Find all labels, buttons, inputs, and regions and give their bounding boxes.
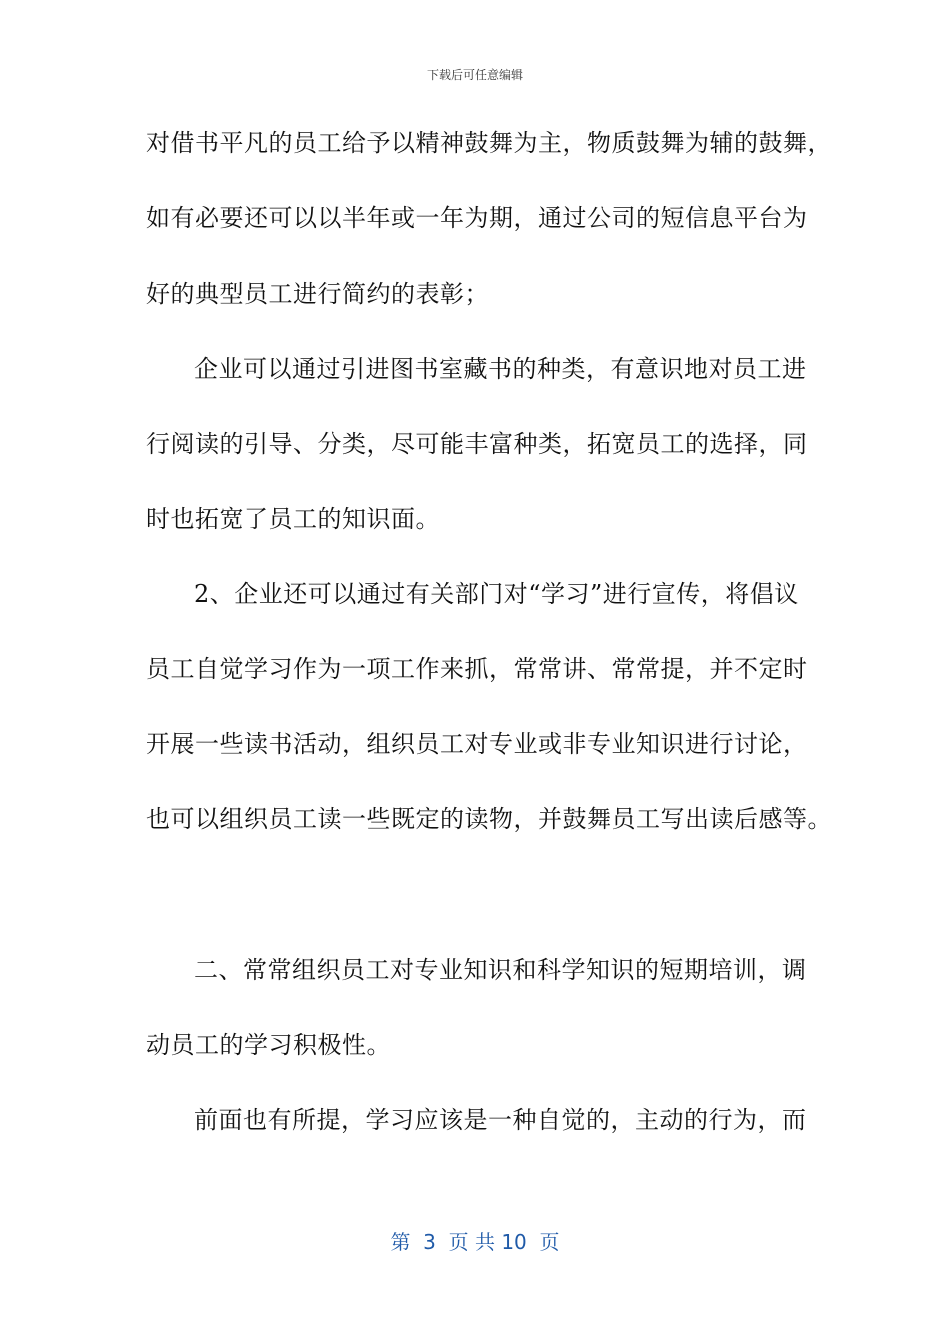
page-header: 下载后可任意编辑: [426, 68, 523, 82]
body-line: 时也拓宽了员工的知识面。: [146, 505, 440, 533]
section-heading-line: 动员工的学习积极性。: [146, 1031, 391, 1059]
body-line: 员工自觉学习作为一项工作来抓，常常讲、常常提，并不定时: [146, 655, 808, 683]
body-line: 开展一些读书活动，组织员工对专业或非专业知识进行讨论，: [146, 730, 808, 758]
section-heading-line: 二、常常组织员工对专业知识和科学知识的短期培训，调: [194, 956, 807, 984]
body-line: 好的典型员工进行简约的表彰；: [146, 280, 489, 308]
body-line: 行阅读的引导、分类，尽可能丰富种类，拓宽员工的选择，同: [146, 430, 808, 458]
body-line: 也可以组织员工读一些既定的读物，并鼓舞员工写出读后感等。: [146, 805, 832, 833]
body-line-indented: 前面也有所提，学习应该是一种自觉的，主动的行为，而: [194, 1106, 807, 1134]
page-footer: 第 3 页 共 10 页: [390, 1230, 560, 1254]
body-line-indented: 2、企业还可以通过有关部门对“学习”进行宣传，将倡议: [194, 580, 799, 608]
body-line: 如有必要还可以以半年或一年为期，通过公司的短信息平台为: [146, 204, 808, 232]
body-line: 对借书平凡的员工给予以精神鼓舞为主，物质鼓舞为辅的鼓舞，: [146, 129, 832, 157]
body-line-indented: 企业可以通过引进图书室藏书的种类，有意识地对员工进: [194, 355, 807, 383]
